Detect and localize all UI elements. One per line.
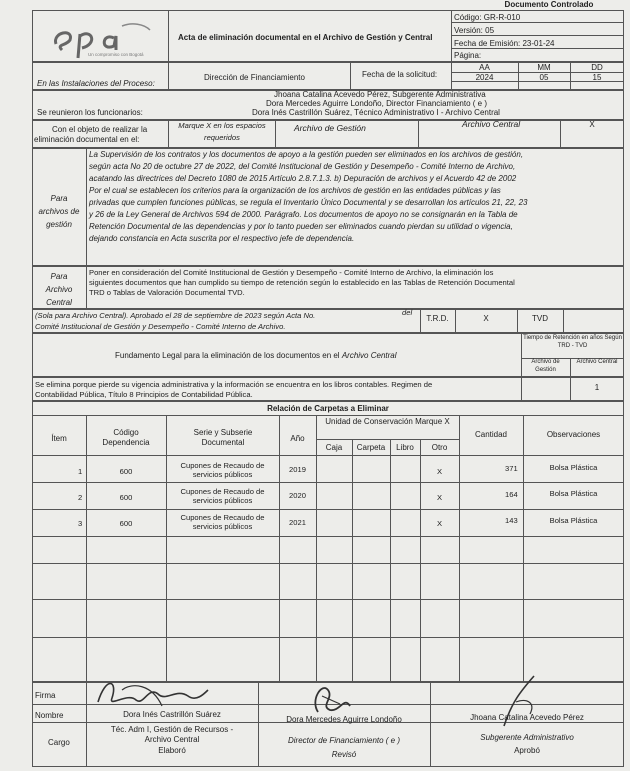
aprobo-action: Aprobó xyxy=(514,746,540,755)
th-otro: Otro xyxy=(431,443,448,452)
date-header-aa: AA xyxy=(479,63,490,72)
signature-reviso xyxy=(300,676,360,716)
gestion-paragraph xyxy=(89,150,623,243)
epa-logo xyxy=(48,14,158,60)
doc-page: Página: xyxy=(454,51,482,60)
central-line-1: Poner en consideración del Comité Institucional de Gestión y Desempeño - Comité Interno de Archivo, la eliminación los xyxy=(89,268,494,277)
official-3: Dora Inés Castrillón Suárez, Técnico Administrativo I - Archivo Central xyxy=(252,108,500,117)
official-1: Jhoana Catalina Acevedo Pérez, Subgerente Administrativa xyxy=(274,90,486,99)
doc-control-title: Documento Controlado xyxy=(504,0,594,9)
retention-central-value: 1 xyxy=(594,383,600,392)
date-value-month: 05 xyxy=(539,73,549,82)
reviso-action: Revisó xyxy=(331,750,357,759)
legal-label xyxy=(115,351,397,360)
signature-elaboro xyxy=(92,672,212,712)
elaboro-name: Dora Inés Castrillón Suárez xyxy=(123,710,221,719)
trd-label: T.R.D. xyxy=(426,314,449,323)
th-series: Serie y Subserie Documental xyxy=(193,428,253,447)
th-unit: Unidad de Conservación Marque X xyxy=(325,417,450,426)
gestion-label-3: gestión xyxy=(46,220,72,229)
firma-label: Firma xyxy=(35,691,56,700)
gestion-line-8: dejando constancia en Acta suscrita por el respectivo jefe de dependencia. xyxy=(89,234,355,243)
officials-label: Se reunieron los funcionarios: xyxy=(37,108,143,117)
reviso-name: Dora Mercedes Aguirre Londoño xyxy=(286,715,402,724)
row-1-series-2: servicios públicos xyxy=(192,470,253,479)
legal-label-text: Fundamento Legal para la eliminación de los documentos en el xyxy=(115,351,340,360)
retention-title: Tiempo de Retención en años Según TRD - TVD xyxy=(523,335,622,349)
legal-label-central: Archivo Central xyxy=(341,351,397,360)
gestion-line-6: y 26 de la Ley General de Archivos 594 de 2000. Parágrafo. Los documentos de apoyo no se consignarán en la Tabla de xyxy=(89,210,518,219)
th-libro: Libro xyxy=(396,443,414,452)
th-carpeta: Carpeta xyxy=(356,443,386,452)
official-2: Dora Mercedes Aguirre Londoño, Director Financiamiento ( e ) xyxy=(266,99,487,108)
central-line-2: siguientes documentos que han cumplido su tiempo de retención según lo establecido en las Tablas de Retención Documental xyxy=(89,278,515,287)
gestion-line-2: según acta No 20 de octubre 27 de 2022, del Comité Institucional de Gestión y Desempeño - Comité Interno de Archivo, xyxy=(89,162,516,171)
purpose-note: Marque X en los espacios requeridos xyxy=(178,121,266,142)
logo-tagline: Un compromiso con Bogotá xyxy=(88,52,144,57)
gestion-line-5: privadas que cumplen funciones públicas, se regula el Inventario Único Documental y se desarrollan los artículos 21, 22, 23 xyxy=(89,198,528,207)
elaboro-role-1: Téc. Adm I, Gestión de Recursos - xyxy=(110,725,234,734)
th-item: Ítem xyxy=(51,434,67,443)
doc-issue-date: Fecha de Emisión: 23-01-24 xyxy=(454,39,555,48)
cargo-label: Cargo xyxy=(48,738,70,747)
approval-line-1: (Sola para Archivo Central). Aprobado el 28 de septiembre de 2023 según Acta No. xyxy=(35,311,316,320)
elaboro-role-2: Archivo Central xyxy=(144,735,200,744)
request-date-label: Fecha de la solicitud: xyxy=(362,70,438,79)
row-3-item: 3 xyxy=(78,519,83,528)
option-archivo-gestion: Archivo de Gestión xyxy=(294,123,366,133)
aprobo-name: Jhoana Catalina Acevedo Pérez xyxy=(470,713,584,722)
central-label-1: Para xyxy=(50,272,68,281)
row-3-code: 600 xyxy=(119,519,133,528)
gestion-label-2: archivos de xyxy=(38,207,80,216)
row-2-otro: X xyxy=(436,493,443,502)
row-3-series-1: Cupones de Recaudo de xyxy=(180,513,265,522)
doc-title: Acta de eliminación documental en el Archivo de Gestión y Central xyxy=(178,33,433,42)
central-label-2: Archivo xyxy=(45,285,73,294)
date-value-day: 15 xyxy=(592,73,602,82)
row-1-item: 1 xyxy=(78,467,83,476)
row-1-year: 2019 xyxy=(289,465,306,474)
row-1-otro: X xyxy=(436,467,443,476)
row-2-year: 2020 xyxy=(289,491,306,500)
row-3-series-2: servicios públicos xyxy=(192,522,253,531)
reviso-role: Director de Financiamiento ( e ) xyxy=(287,736,401,745)
th-obs: Observaciones xyxy=(546,430,601,439)
row-1-code: 600 xyxy=(119,467,133,476)
process-value: Dirección de Financiamiento xyxy=(204,73,305,82)
elaboro-action: Elaboró xyxy=(158,746,186,755)
row-2-obs: Bolsa Plástica xyxy=(549,489,598,498)
approval-line-2: Comité Institucional de Gestión y Desempeño - Comité Interno de Archivo. xyxy=(35,322,286,331)
option-archivo-central: Archivo Central xyxy=(462,119,521,129)
th-code: Código Dependencia xyxy=(102,428,150,447)
legal-reason-1: Se elimina porque pierde su vigencia administrativa y la información se encuentra en los libros contables. Regimen de xyxy=(35,380,433,389)
row-3-obs: Bolsa Plástica xyxy=(549,516,598,525)
doc-code: Código: GR-R-010 xyxy=(454,13,521,22)
purpose-label-1: Con el objeto de realizar la xyxy=(52,125,148,134)
row-3-qty: 143 xyxy=(505,516,518,525)
row-2-series-2: servicios públicos xyxy=(192,496,253,505)
central-line-3: TRD o Tablas de Valoración Documental TVD. xyxy=(89,288,245,297)
th-caja: Caja xyxy=(325,443,343,452)
process-label: En las Instalaciones del Proceso: xyxy=(37,79,155,88)
signature-aprobo xyxy=(490,672,550,732)
gestion-line-1: La Supervisión de los contratos y los documentos de apoyo a la gestión pueden ser eliminados en los archivos de gestión, xyxy=(89,150,524,159)
approval-del: del xyxy=(402,308,413,317)
retention-gestion: Archivo de Gestión xyxy=(531,359,560,373)
purpose-label-2: eliminación documental en el: xyxy=(34,135,140,144)
row-1-obs: Bolsa Plástica xyxy=(549,463,598,472)
aprobo-role: Subgerente Administrativo xyxy=(480,733,574,742)
gestion-line-7: Retención Documental de las dependencias y por lo tanto pueden ser eliminados cuando pierdan su utilidad o vigencia, xyxy=(89,222,513,231)
nombre-label: Nombre xyxy=(35,711,64,720)
row-1-series-1: Cupones de Recaudo de xyxy=(180,461,265,470)
option-central-mark: X xyxy=(589,120,595,129)
row-1-qty: 371 xyxy=(505,464,518,473)
date-header-mm: MM xyxy=(537,63,551,72)
th-year: Año xyxy=(290,434,305,443)
date-header-dd: DD xyxy=(591,63,603,72)
tvd-label: TVD xyxy=(532,314,548,323)
gestion-label-1: Para xyxy=(50,194,68,203)
gestion-line-3: acatando las directrices del Decreto 1080 de 2015 Artículo 2.8.7.1.3. b) Depuración de archivos y el Acuerdo 42 de 2002 xyxy=(89,174,517,183)
row-3-otro: X xyxy=(436,519,443,528)
date-value-year: 2024 xyxy=(475,73,494,82)
gestion-line-4: Por el cual se establecen los criterios para la organización de los archivos de gestión en las entidades públicas y las xyxy=(89,186,501,195)
row-2-code: 600 xyxy=(119,493,133,502)
table-title: Relación de Carpetas a Eliminar xyxy=(267,404,389,413)
legal-reason-2: Contabilidad Pública, Título 8 Principios de Contabilidad Pública. xyxy=(35,390,253,399)
row-3-year: 2021 xyxy=(289,518,306,527)
retention-central: Archivo Central xyxy=(576,359,618,365)
row-2-qty: 164 xyxy=(505,490,518,499)
central-label-3: Central xyxy=(46,298,72,307)
th-qty: Cantidad xyxy=(474,430,508,439)
trd-mark: X xyxy=(483,314,489,323)
row-2-series-1: Cupones de Recaudo de xyxy=(180,487,265,496)
row-2-item: 2 xyxy=(78,493,83,502)
doc-version: Versión: 05 xyxy=(454,26,495,35)
